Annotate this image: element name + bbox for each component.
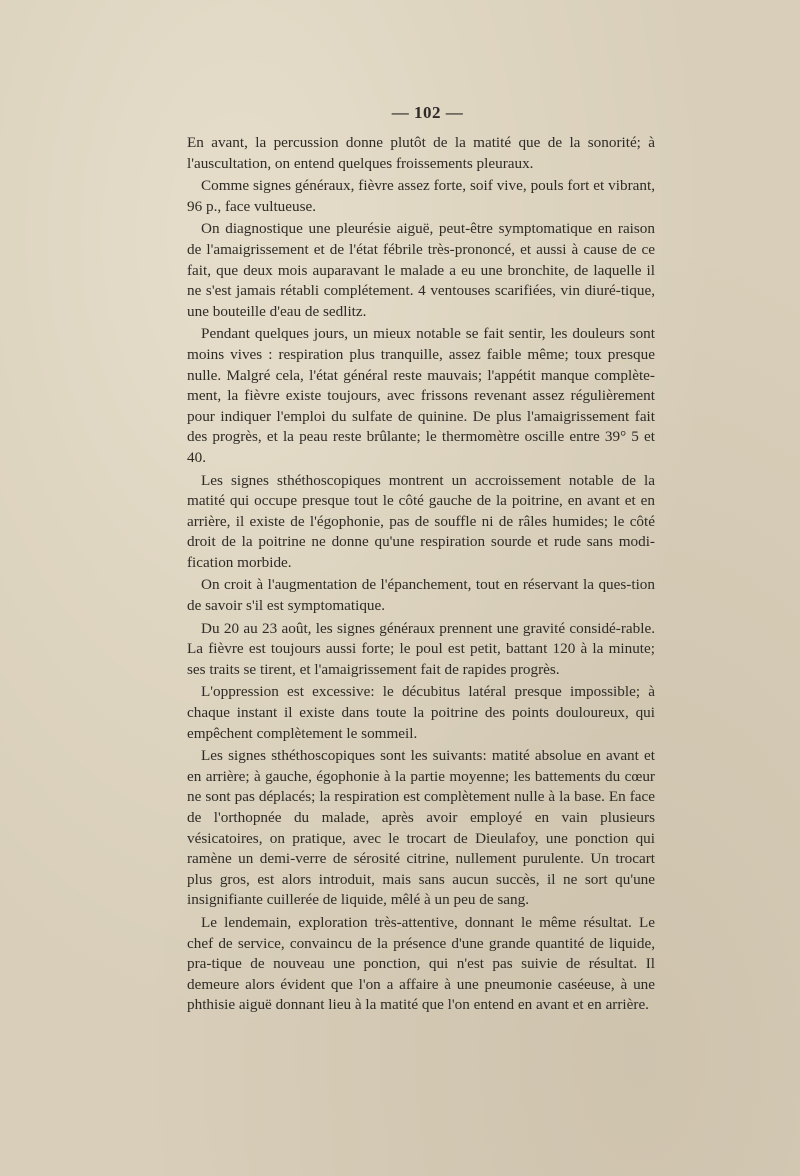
body-text (187, 133, 655, 1018)
paragraph: Pendant quelques jours, un mieux notable se fait sentir, les douleurs sont moins vives : respiration plus tranquille, assez faible même; toux presque nulle. Malgré cela, l'état général reste mauvais; l'appétit manque complète-ment, la fièvre existe toujours, avec frissons revenant assez régulièrement pour indiquer l'emploi du sulfate de quinine. De plus l'amaigrissement fait des progrès, et la peau reste brûlante; le thermomètre oscille entre 39° 5 et 40. (187, 325, 655, 466)
paragraph: On croit à l'augmentation de l'épanchement, tout en réservant la ques-tion de savoir s'il est symptomatique. (187, 576, 655, 615)
paragraph: Du 20 au 23 août, les signes généraux prennent une gravité considé-rable. La fièvre est toujours aussi forte; le poul est petit, battant 120 à la minute; ses traits se tirent, et l'amaigrissement fait de rapides progrès. (187, 619, 655, 678)
paragraph: Les signes sthéthoscopiques montrent un accroissement notable de la matité qui occupe presque tout le côté gauche de la poitrine, en avant et en arrière, il existe de l'égophonie, pas de souffle ni de râles humides; le côté droit de la poitrine ne donne qu'une respiration sourde et rude sans modi-fication morbide. (187, 471, 655, 571)
paragraph: On diagnostique une pleurésie aiguë, peut-être symptomatique en raison de l'amaigrissement et de l'état fébrile très-prononcé, et aussi à cause de ce fait, que deux mois auparavant le malade a eu une bronchite, de laquelle il ne s'est jamais rétabli complétement. 4 ventouses scarifiées, vin diuré-tique, une bouteille d'eau de sedlitz. (187, 220, 655, 320)
paragraph: Les signes sthéthoscopiques sont les suivants: matité absolue en avant et en arrière; à gauche, égophonie à la partie moyenne; les battements du cœur ne sont pas déplacés; la respiration est complètement nulle à la base. En face de l'orthopnée du malade, après avoir employé en vain plusieurs vésicatoires, on pratique, avec le trocart de Dieulafoy, une ponction qui ramène un demi-verre de sérosité citrine, nullement purulente. Un trocart plus gros, est alors introduit, mais sans aucun succès, il ne sort qu'une insignifiante cuillerée de liquide, mêlé à un peu de sang. (187, 747, 655, 909)
paragraph: Le lendemain, exploration très-attentive, donnant le même résultat. Le chef de service, convaincu de la présence d'une grande quantité de liquide, pra-tique de nouveau une ponction, qui n'est pas suivie de résultat. Il demeure alors évident que l'on a affaire à une pneumonie caséeuse, à une phthisie aiguë donnant lieu à la matité que l'on entend en avant et en arrière. (187, 913, 655, 1014)
paragraph: En avant, la percussion donne plutôt de la matité que de la sonorité; à l'auscultation, on entend quelques froissements pleuraux. (187, 134, 655, 172)
page-number: — 102 — (391, 103, 464, 122)
paragraph: Comme signes généraux, fièvre assez forte, soif vive, pouls fort et vibrant, 96 p., face vultueuse. (187, 177, 655, 215)
paragraph: L'oppression est excessive: le décubitus latéral presque impossible; à chaque instant il existe dans toute la poitrine des points douloureux, qui empêchent complètement le sommeil. (187, 683, 655, 742)
